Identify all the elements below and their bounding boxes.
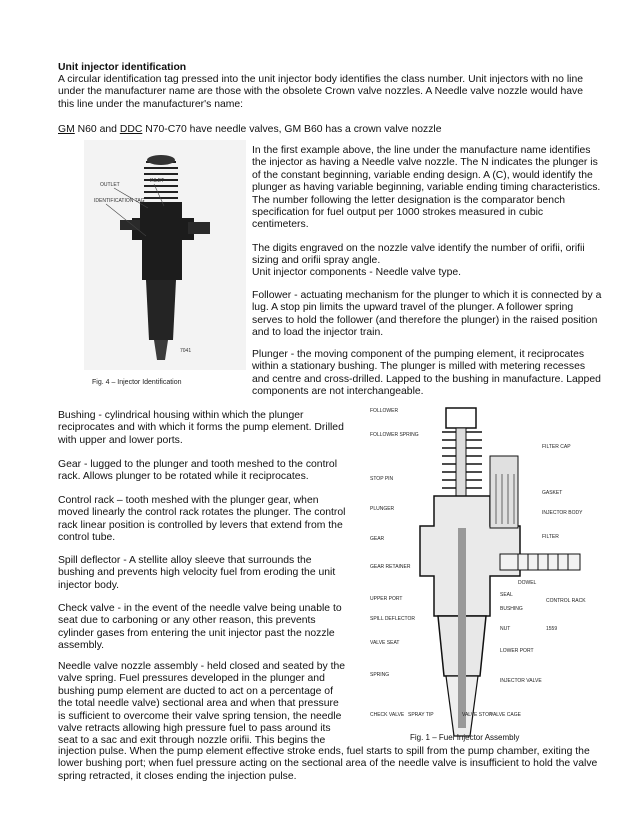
example-line [58, 124, 598, 136]
left-paragraph-4: Spill deflector - A stellite alloy sleeve that surrounds the bushing and prevents high velocity fuel from eroding the unit injector body. [58, 555, 336, 591]
label-gear-retainer: GEAR RETAINER [370, 564, 411, 570]
label-check-valve: CHECK VALVE [370, 712, 405, 718]
label-injector-body: INJECTOR BODY [542, 510, 583, 516]
label-valve-cage: VALVE CAGE [490, 712, 521, 718]
ddc-rest: N70-C70 have needle valves, GM B60 has a crown valve nozzle [142, 124, 442, 135]
bottom-paragraph: injection pulse. When the pump element effective stroke ends, fuel starts to spill from the pump chamber, exiting the lower bushing port; when fuel pressure acting on the sectional area of the needle valve is insufficient to hold the valve spring retracted, it closes ending the injection pulse. [58, 746, 598, 782]
fig1-caption: Fig. 1 – Fuel Injector Assembly [410, 733, 520, 742]
label-gear: GEAR [370, 536, 385, 542]
label-nut: NUT [500, 626, 511, 632]
left-paragraph-3: Control rack – tooth meshed with the plunger gear, when moved linearly the control rack rotates the plunger. The control rack linear position is controlled by levers that extend from the control tube. [58, 495, 346, 544]
intro-paragraph: A circular identification tag pressed into the unit injector body identifies the class number. Unit injectors with no line under the manufacturer name are those with the obsolete Crown valve nozzles. A Needle valve nozzle would have this line under the manufacturer's name: [58, 74, 584, 110]
label-filter: FILTER [542, 534, 559, 540]
left-paragraph-1: Bushing - cylindrical housing within which the plunger reciprocates and with which it forms the pump element. Drilled with upper and lower ports. [58, 410, 344, 446]
label-lower-port: LOWER PORT [500, 648, 534, 654]
label-valve-stop: VALVE STOP [462, 712, 493, 718]
left-paragraph-6: Needle valve nozzle assembly - held closed and seated by the valve spring. Fuel pressures developed in the plunger and bushing pump element are ducted to act on a percentage of the total needle valve) sectional area and when that pressure is sufficient to overcome their valve spring tension, the needle valve retracts allowing high pressure fuel to pass around its seat to a sac and exit through nozzle orifii. This begins the [58, 661, 346, 747]
label-plunger: PLUNGER [370, 506, 395, 512]
label-spill-deflector: SPILL DEFLECTOR [370, 616, 416, 622]
ddc-label: DDC [119, 124, 143, 135]
label-injector-valve: INJECTOR VALVE [500, 678, 542, 684]
label-bushing: BUSHING [500, 606, 523, 612]
figure-fuel-injector-assembly [350, 404, 602, 754]
gm-rest: N60 and [74, 124, 120, 135]
right-paragraph-5: Plunger - the moving component of the pumping element, it reciprocates within a stationary bushing. The plunger is milled with metering recesses and centre and cross-drilled. Lapped to the bushing in manufacture. Lapped components are not interchangeable. [252, 349, 601, 398]
label-spring: SPRING [370, 672, 390, 678]
figure-injector-identification [84, 140, 246, 390]
section-heading: Unit injector identification [58, 62, 187, 73]
label-upper-port: UPPER PORT [370, 596, 403, 602]
fig4-tag-label: IDENTIFICATION TAG [94, 198, 145, 204]
fig4-number: 7041 [180, 348, 192, 354]
left-paragraph-5: Check valve - in the event of the needle valve being unable to seat due to carboning or any other reason, this prevents cylinder gases from entering the unit injector past the nozzle assembly. [58, 603, 342, 652]
right-paragraph-3: Unit injector components - Needle valve type. [252, 267, 462, 278]
label-stop-pin: STOP PIN [370, 476, 394, 482]
label-spray-tip: SPRAY TIP [408, 712, 434, 718]
label-filter-cap: FILTER CAP [542, 444, 571, 450]
label-control-rack: CONTROL RACK [546, 598, 586, 604]
fig4-outlet-label: OUTLET [100, 182, 120, 188]
right-paragraph-4: Follower - actuating mechanism for the plunger to which it is connected by a lug. A stop pin limits the upward travel of the plunger. A follower spring serves to hold the follower (and therefore the plunger) in the raised position and to load the injector train. [252, 290, 602, 339]
label-number: 1559 [546, 626, 558, 632]
label-follower-spring: FOLLOWER SPRING [370, 432, 419, 438]
label-follower: FOLLOWER [370, 408, 399, 414]
fig4-caption: Fig. 4 – Injector Identification [92, 379, 182, 386]
label-gasket: GASKET [542, 490, 563, 496]
gm-label: GM [58, 124, 75, 135]
label-seal: SEAL [500, 592, 513, 598]
left-paragraph-2: Gear - lugged to the plunger and tooth meshed to the control rack. Allows plunger to be rotated while it reciprocates. [58, 459, 337, 483]
label-dowel: DOWEL [518, 580, 537, 586]
label-valve-seat: VALVE SEAT [370, 640, 400, 646]
fig4-inlet-label: INLET [150, 178, 165, 184]
right-paragraph-1: In the first example above, the line under the manufacture name identifies the injector as having a Needle valve nozzle. The N indicates the plunger is of the constant beginning, variable ending design. A (C), would identify the plunger as having variable beginning, variable ending timing characteristics. The number following the letter designation is the comparator bench specification for fuel output per 1000 strokes measured in cubic centimeters. [252, 145, 601, 231]
right-paragraph-2: The digits engraved on the nozzle valve identify the number of orifii, orifii sizing and orifii spray angle. [252, 243, 585, 267]
